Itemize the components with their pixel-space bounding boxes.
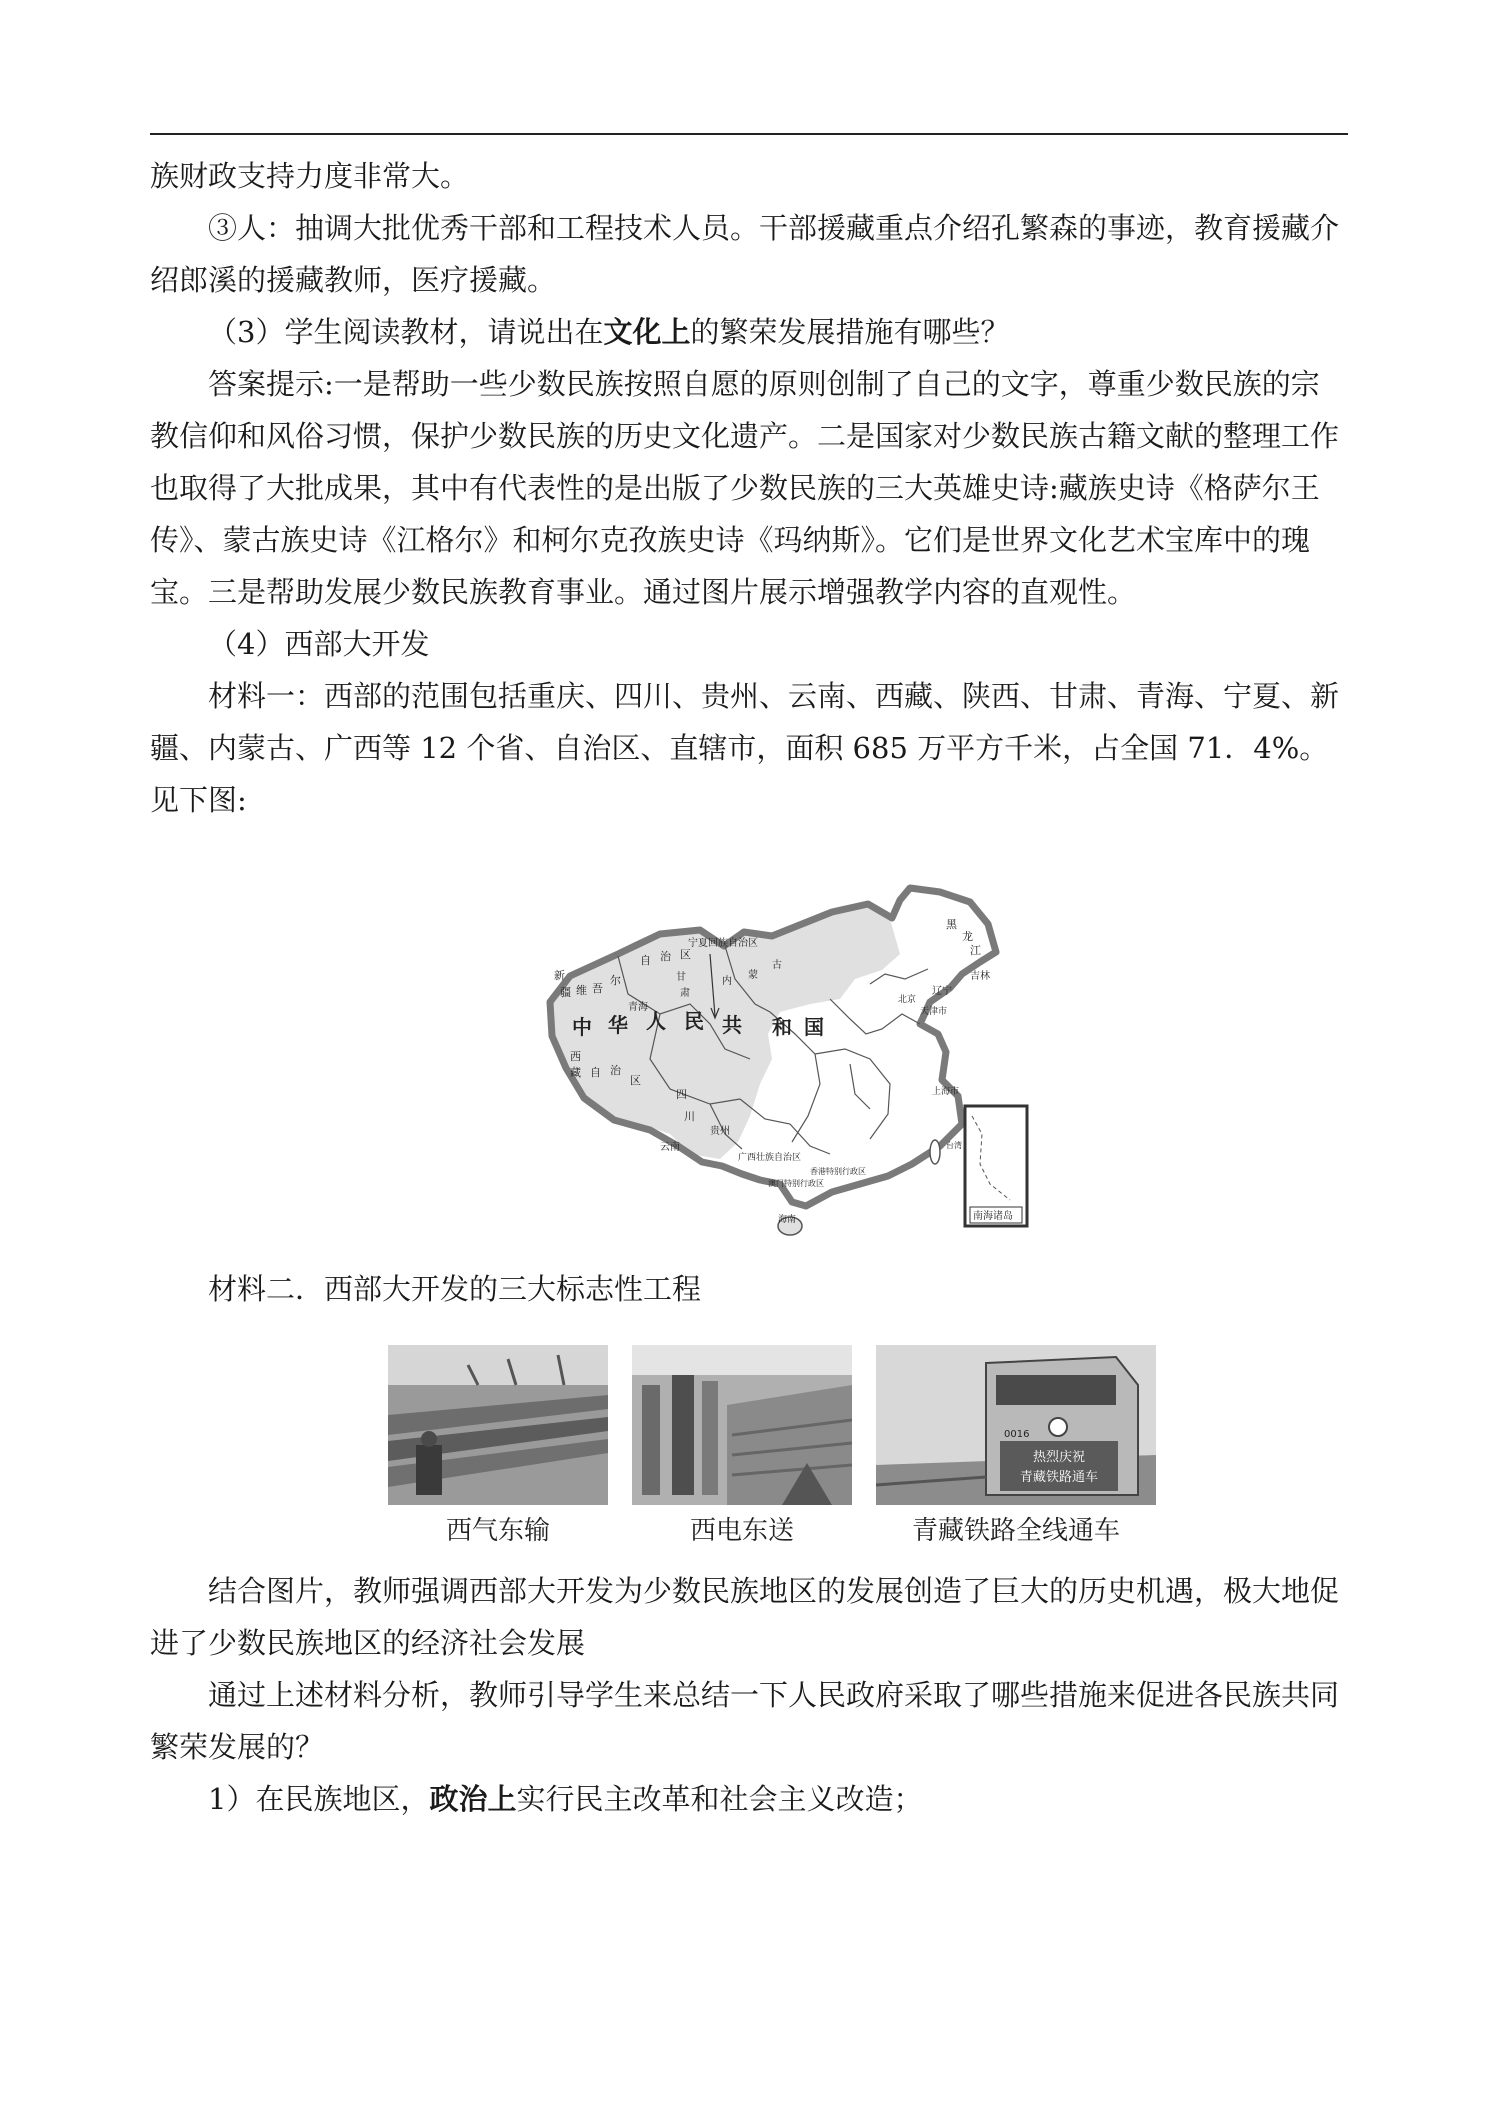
label-shanghai: 上海市: [932, 1087, 960, 1097]
gas-pipeline-photo: [388, 1345, 608, 1505]
paragraph-1: 族财政支持力度非常大。: [150, 159, 470, 193]
label-zzq-1: 自: [640, 954, 651, 967]
label-taiwan: 台湾: [946, 1141, 962, 1150]
question-culture-post: 的繁荣发展措施有哪些？: [690, 315, 1010, 349]
qinghai-tibet-train-photo: [876, 1345, 1156, 1505]
label-macau: 澳门特别行政区: [768, 1179, 824, 1188]
label-country-2: 华: [608, 1013, 628, 1037]
label-country-5: 共: [722, 1013, 742, 1037]
label-country-4: 民: [684, 1009, 704, 1033]
label-xj-1: 新: [554, 969, 565, 982]
label-xj-3: 维: [576, 984, 587, 997]
photo-card-rail: [876, 1345, 1156, 1551]
label-hongkong: 香港特别行政区: [810, 1167, 866, 1176]
measure-politics-bold: 政治上: [429, 1782, 517, 1816]
summary-question: 通过上述材料分析，教师引导学生来总结一下人民政府采取了哪些措施来促进各民族共同繁荣发展的？: [150, 1678, 1340, 1764]
photo-card-gas: [388, 1345, 608, 1551]
label-xz-3: 自: [590, 1066, 601, 1079]
label-xj-4: 吾: [592, 982, 603, 995]
answer-hint: 答案提示:一是帮助一些少数民族按照自愿的原则创制了自己的文字，尊重少数民族的宗教信仰和风俗习惯，保护少数民族的历史文化遗产。二是国家对少数民族古籍文献的整理工作也取得了大批成果，其中有代表性的是出版了少数民族的三大英雄史诗:藏族史诗《格萨尔王传》、蒙古族史诗《江格尔》和柯尔克孜族史诗《玛纳斯》。它们是世界文化艺术宝库中的瑰宝。三是帮助发展少数民族教育事业。通过图片展示增强教学内容的直观性。: [150, 367, 1340, 609]
label-guizhou: 贵州: [710, 1126, 730, 1137]
label-gs-2: 肃: [680, 988, 690, 999]
china-map-svg: [510, 884, 1030, 1249]
label-hlj-1: 黑: [946, 918, 957, 931]
label-ningxia: 宁夏回族自治区: [688, 938, 758, 949]
label-xz-2: 藏: [570, 1066, 581, 1079]
label-xj-2: 疆: [560, 986, 571, 999]
measure-politics: [150, 1773, 1348, 1825]
caption-gas: 西气东输: [445, 1516, 550, 1546]
label-nanhai: 南海诸岛: [973, 1211, 1013, 1222]
project-photos: [388, 1345, 1348, 1551]
power-dam-photo: [632, 1345, 852, 1505]
question-culture-bold: 文化上: [603, 315, 691, 349]
label-country-7: 国: [804, 1015, 824, 1039]
question-culture-pre: （3）学生阅读教材，请说出在: [208, 315, 604, 349]
label-zzq-3: 区: [680, 948, 691, 961]
label-liaoning: 辽宁: [932, 986, 952, 997]
china-west-map: [510, 884, 1030, 1249]
document-body: [150, 150, 1348, 1825]
label-jilin: 吉林: [970, 971, 990, 982]
label-guangxi: 广西壮族自治区: [738, 1153, 802, 1163]
label-xz-4: 治: [610, 1064, 621, 1077]
caption-power: 西电东送: [689, 1516, 794, 1546]
train-plate-line2: 青藏铁路通车: [1019, 1470, 1099, 1485]
train-number: 0016: [1004, 1429, 1030, 1440]
paragraph-tibet-personnel: ③人：抽调大批优秀干部和工程技术人员。干部援藏重点介绍孔繁森的事迹，教育援藏介绍郎溪的援藏教师，医疗援藏。: [150, 211, 1340, 297]
label-xz-5: 区: [630, 1074, 641, 1087]
label-zzq-2: 治: [660, 950, 671, 963]
section-west-development: （4）西部大开发: [208, 627, 430, 661]
train-plate-line1: 热烈庆祝: [1032, 1450, 1086, 1465]
label-country-3: 人: [646, 1009, 666, 1033]
measure-politics-post: 实行民主改革和社会主义改造；: [516, 1782, 923, 1816]
measure-politics-pre: 1）在民族地区，: [208, 1782, 430, 1816]
label-hlj-2: 龙: [962, 930, 973, 943]
label-hainan: 海南: [778, 1215, 797, 1225]
teacher-emphasis: 结合图片，教师强调西部大开发为少数民族地区的发展创造了巨大的历史机遇，极大地促进了少数民族地区的经济社会发展: [150, 1574, 1340, 1660]
label-nm-3: 古: [772, 960, 782, 971]
label-sc-1: 四: [676, 1088, 687, 1101]
material-one: 材料一：西部的范围包括重庆、四川、贵州、云南、西藏、陕西、甘肃、青海、宁夏、新疆、内蒙古、广西等 12 个省、自治区、直辖市，面积 685 万平方千米，占全国 71．4%。见下图:: [150, 679, 1340, 817]
label-country-6: 和: [772, 1015, 792, 1039]
label-nm-2: 蒙: [748, 970, 758, 981]
label-beijing: 北京: [898, 995, 917, 1005]
question-culture: [150, 306, 1348, 358]
label-sc-2: 川: [684, 1110, 695, 1123]
caption-rail: 青藏铁路全线通车: [911, 1516, 1120, 1546]
header-rule: [150, 133, 1348, 135]
label-country-1: 中: [572, 1015, 592, 1039]
label-tianjin: 天津市: [920, 1007, 948, 1017]
material-two: 材料二．西部大开发的三大标志性工程: [208, 1272, 702, 1306]
photo-card-power: [632, 1345, 852, 1551]
label-hlj-3: 江: [970, 944, 981, 957]
label-nm-1: 内: [722, 976, 732, 987]
label-xz-1: 西: [570, 1050, 581, 1063]
label-yunnan: 云南: [660, 1142, 680, 1153]
label-qinghai: 青海: [628, 1002, 648, 1013]
label-xj-5: 尔: [610, 974, 621, 987]
label-gs-1: 甘: [676, 972, 686, 983]
